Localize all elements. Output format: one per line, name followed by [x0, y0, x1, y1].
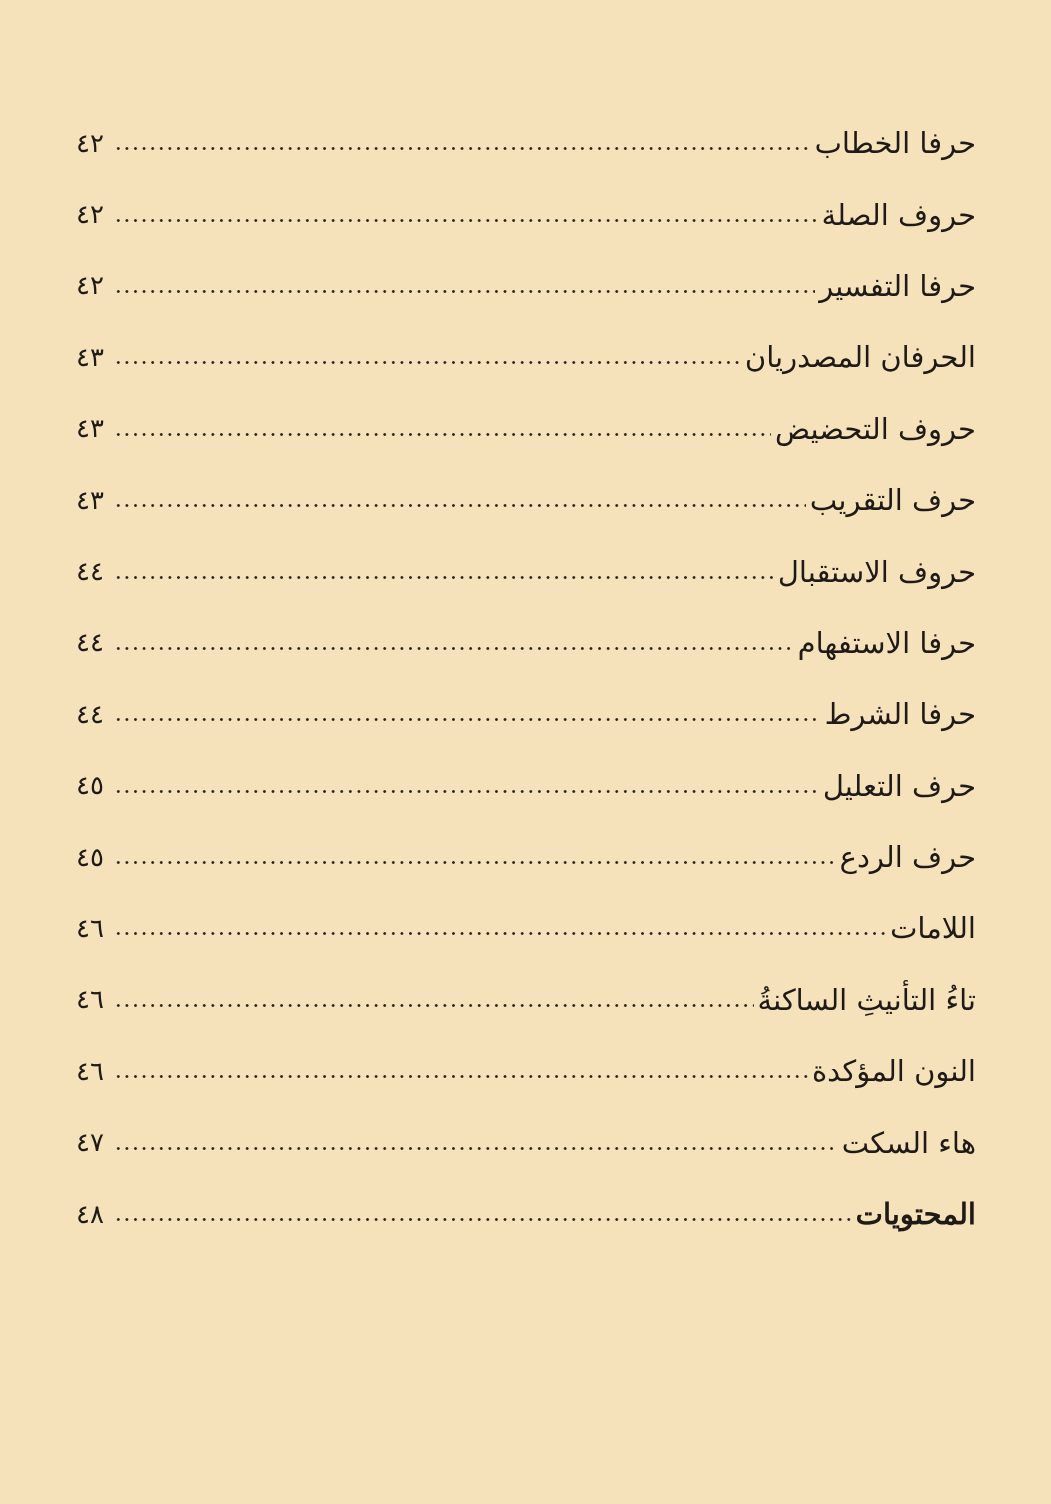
- toc-dot-leader: [114, 361, 741, 364]
- toc-entry-page: ٤٢: [76, 128, 104, 159]
- toc-entry-page: ٤٨: [76, 1199, 104, 1230]
- toc-dot-leader: [114, 290, 815, 293]
- toc-entry-title: الحرفان المصدريان: [744, 340, 976, 375]
- toc-dot-leader: [114, 1218, 852, 1221]
- toc-entry-title: حروف الاستقبال: [777, 554, 976, 589]
- toc-entry-page: ٤٤: [76, 699, 104, 730]
- toc-entry[interactable]: [76, 679, 976, 750]
- toc-dot-leader: [114, 504, 806, 507]
- toc-dot-leader: [114, 647, 794, 650]
- toc-dot-leader: [114, 1004, 754, 1007]
- toc-dot-leader: [114, 219, 818, 222]
- toc-entry-title: المحتويات: [855, 1197, 976, 1232]
- toc-entry[interactable]: [76, 108, 976, 179]
- toc-entry-page: ٤٣: [76, 414, 104, 445]
- toc-dot-leader: [114, 433, 771, 436]
- toc-dot-leader: [114, 861, 836, 864]
- table-of-contents: [76, 108, 976, 1250]
- toc-entry[interactable]: [76, 179, 976, 250]
- toc-entry-title: حرفا الشرط: [824, 697, 976, 732]
- toc-entry-title: حروف التحضيض: [774, 411, 976, 446]
- toc-entry[interactable]: [76, 322, 976, 393]
- toc-dot-leader: [114, 790, 819, 793]
- toc-entry[interactable]: [76, 608, 976, 679]
- toc-entry-page: ٤٥: [76, 842, 104, 873]
- toc-entry-page: ٤٤: [76, 557, 104, 588]
- toc-entry-title: حرفا الخطاب: [814, 126, 976, 161]
- toc-dot-leader: [114, 1075, 808, 1078]
- toc-entry[interactable]: [76, 893, 976, 964]
- toc-entry[interactable]: [76, 1107, 976, 1178]
- toc-entry-title: حرف التعليل: [822, 768, 976, 803]
- toc-entry-title: حروف الصلة: [821, 197, 976, 232]
- toc-dot-leader: [114, 576, 774, 579]
- toc-entry-title: حرف التقريب: [809, 483, 976, 518]
- toc-entry[interactable]: [76, 465, 976, 536]
- toc-entry-title: اللامات: [890, 911, 976, 946]
- toc-entry[interactable]: [76, 1036, 976, 1107]
- toc-dot-leader: [114, 932, 886, 935]
- toc-dot-leader: [114, 1147, 838, 1150]
- toc-entry-page: ٤٧: [76, 1128, 104, 1159]
- toc-entry-page: ٤٦: [76, 913, 104, 944]
- toc-entry-page: ٤٢: [76, 271, 104, 302]
- toc-dot-leader: [114, 147, 811, 150]
- toc-entry[interactable]: [76, 751, 976, 822]
- toc-entry[interactable]: [76, 536, 976, 607]
- toc-entry-page: ٤٦: [76, 985, 104, 1016]
- toc-entry[interactable]: [76, 965, 976, 1036]
- toc-entry-title: حرفا التفسير: [819, 268, 976, 303]
- toc-entry-title: هاء السكت: [841, 1125, 976, 1160]
- toc-entry-contents[interactable]: [76, 1179, 976, 1250]
- toc-entry[interactable]: [76, 251, 976, 322]
- toc-entry-page: ٤٦: [76, 1056, 104, 1087]
- toc-entry-page: ٤٢: [76, 200, 104, 231]
- toc-entry-title: حرف الردع: [839, 840, 976, 875]
- toc-entry-page: ٤٣: [76, 485, 104, 516]
- toc-entry-page: ٤٥: [76, 771, 104, 802]
- toc-entry-title: تاءُ التأنيثِ الساكنةُ: [757, 982, 976, 1017]
- toc-entry-title: النون المؤكدة: [811, 1054, 976, 1089]
- toc-entry[interactable]: [76, 394, 976, 465]
- toc-dot-leader: [114, 718, 821, 721]
- toc-entry-page: ٤٣: [76, 342, 104, 373]
- toc-entry[interactable]: [76, 822, 976, 893]
- toc-entry-title: حرفا الاستفهام: [797, 625, 976, 660]
- toc-entry-page: ٤٤: [76, 628, 104, 659]
